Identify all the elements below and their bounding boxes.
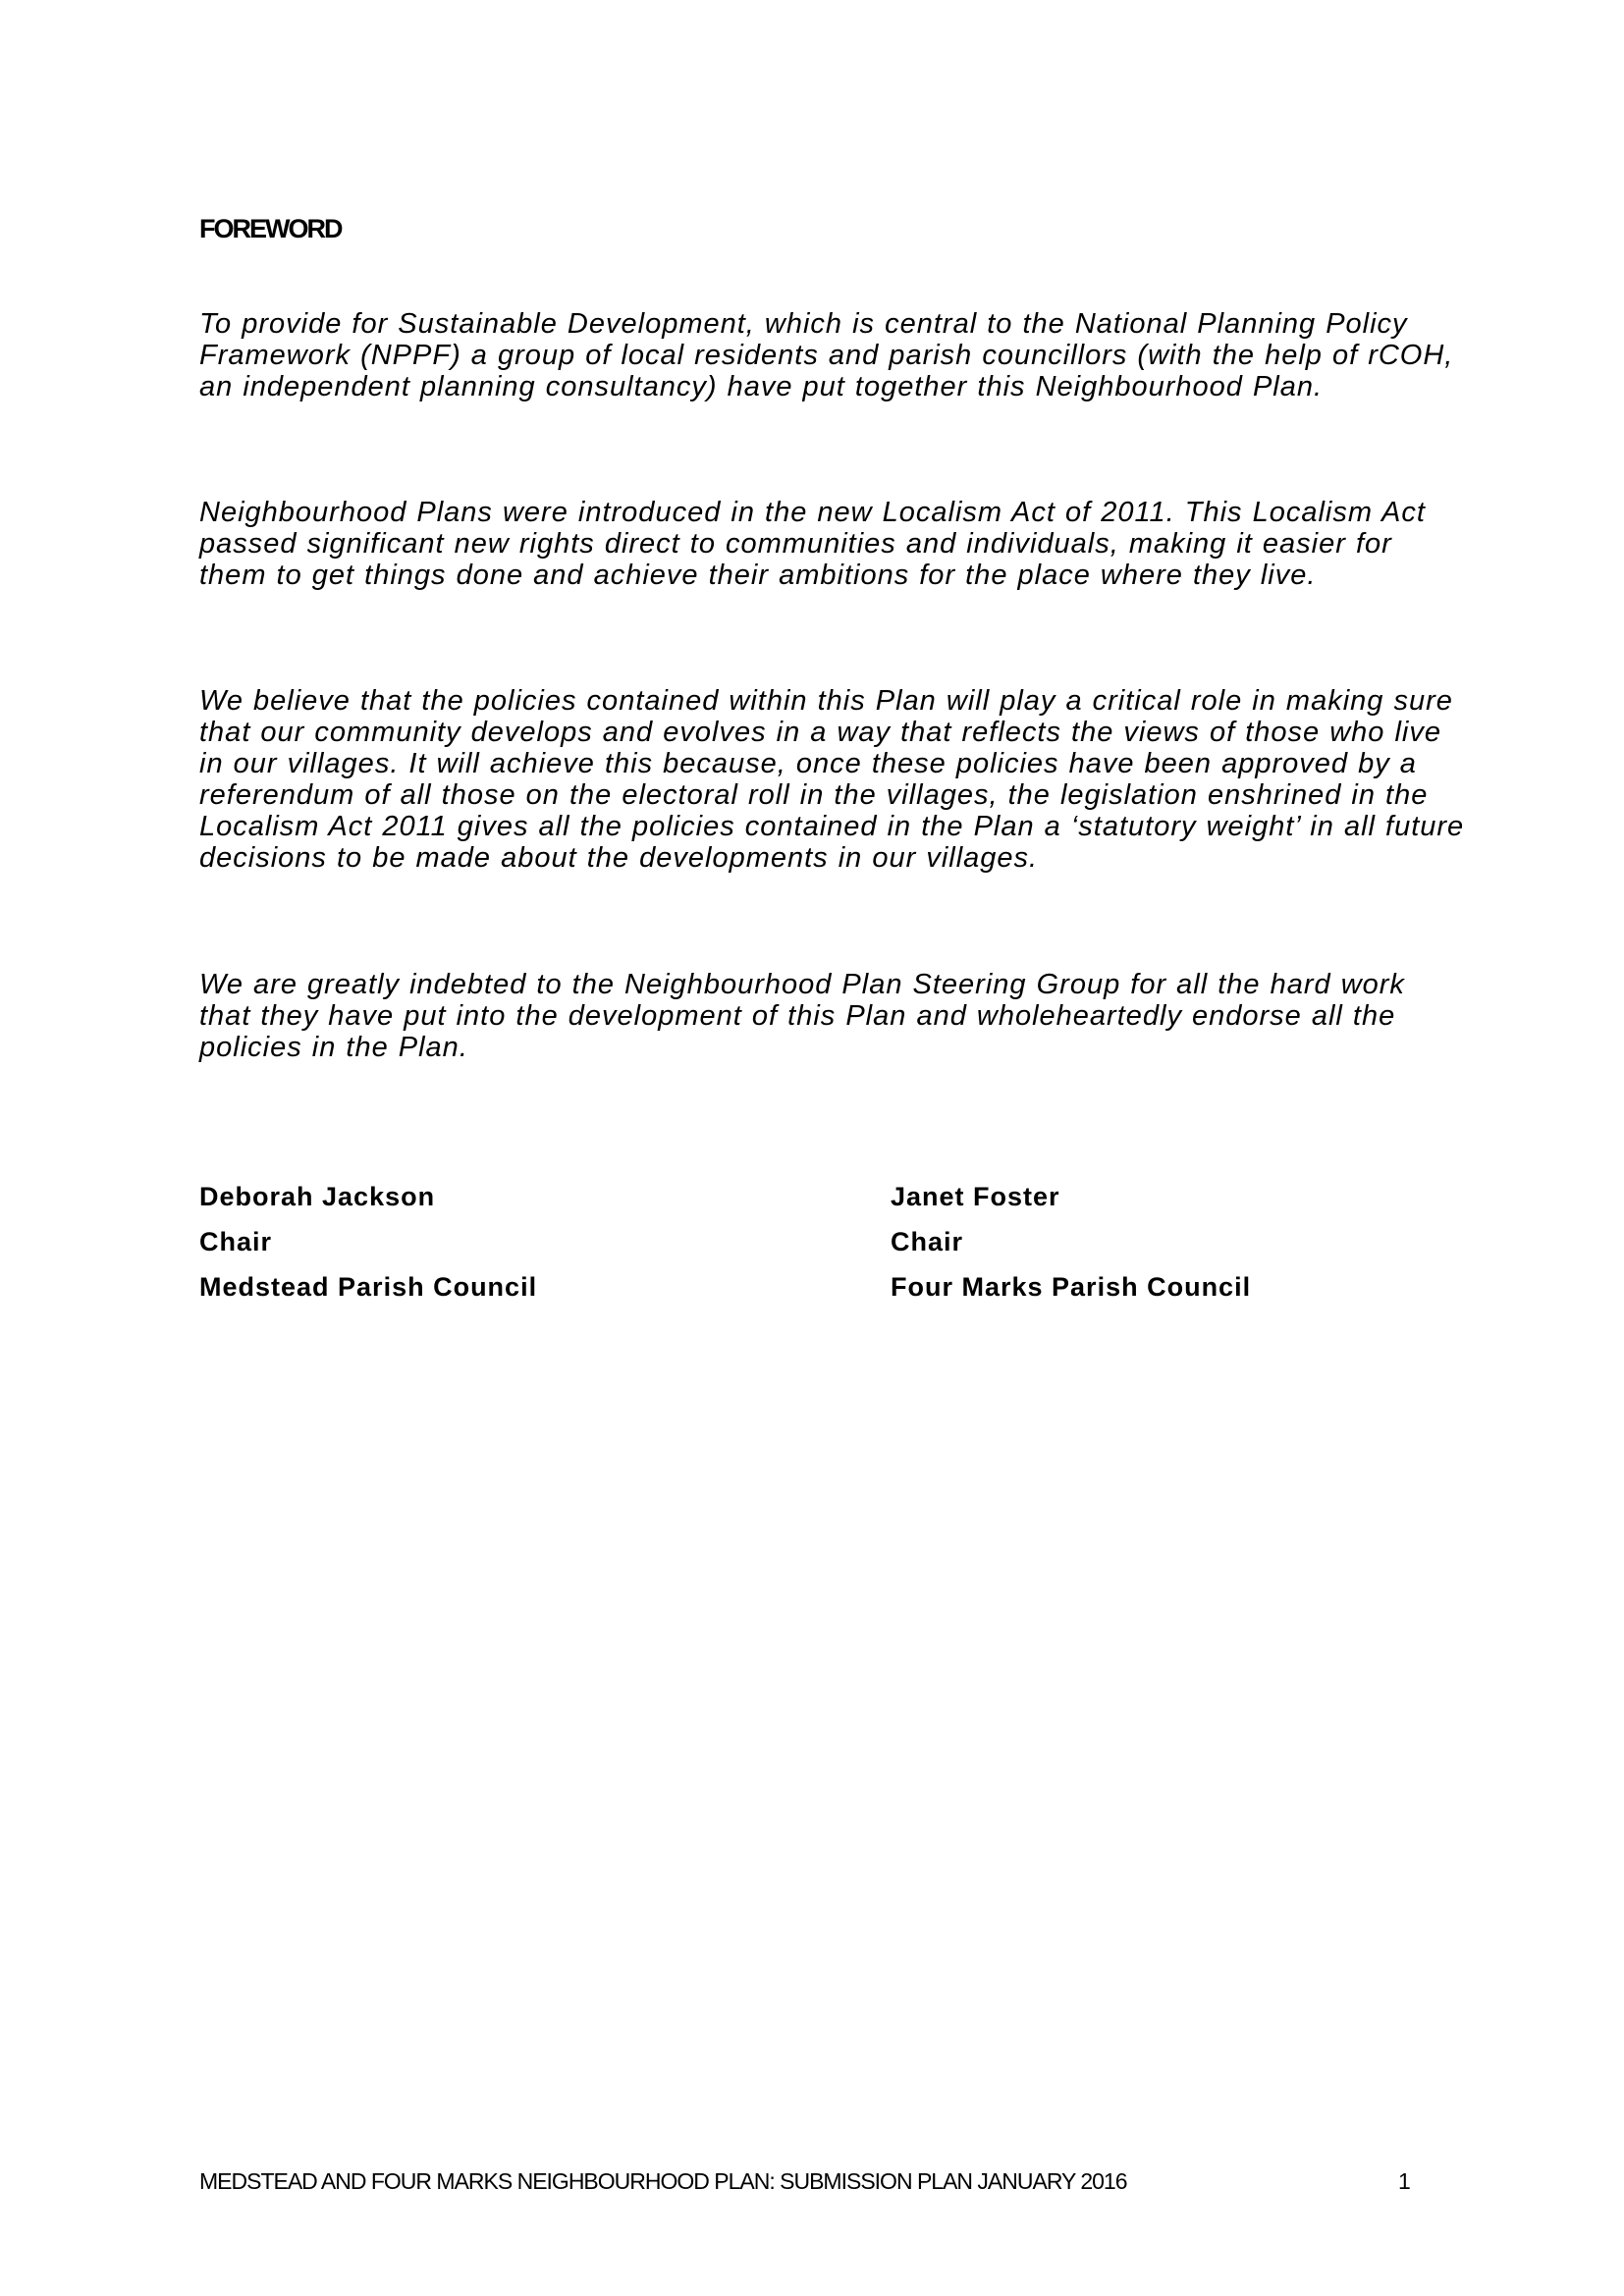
signatory-role: Chair — [199, 1227, 273, 1256]
paragraph-localism-act: Neighbourhood Plans were introduced in the new Localism Act of 2011. This Localism Act passed significant new rights direct to communities and individuals, making it easier for them to get things done and achieve their ambitions for the place where they live. — [199, 497, 1426, 591]
paragraph-acknowledgement: We are greatly indebted to the Neighbourhood Plan Steering Group for all the hard work that they have put into the development of this Plan and wholeheartedly endorse all the policies in the Plan. — [199, 969, 1405, 1063]
paragraph-sustainable-development: To provide for Sustainable Development, which is central to the National Planning Policy Framework (NPPF) a group of local residents and parish councillors (with the help of rCOH, an independent planning consultancy) have put together this Neighbourhood Plan. — [199, 308, 1454, 402]
page-footer: MEDSTEAD AND FOUR MARKS NEIGHBOURHOOD PLAN: SUBMISSION PLAN JANUARY 2016 — [199, 2168, 1127, 2194]
signatory-block-medstead — [199, 1174, 537, 1309]
signatory-role: Chair — [891, 1227, 964, 1256]
signatory-organisation: Medstead Parish Council — [199, 1272, 538, 1302]
page-number: 1 — [1398, 2168, 1411, 2194]
paragraph-policies-role: We believe that the policies contained within this Plan will play a critical role in making sure that our community develops and evolves in a way that reflects the views of those who live in our villages. It will achieve this because, once these policies have been approved by a referendum of all those on the electoral roll in the villages, the legislation enshrined in the Localism Act 2011 gives all the policies contained in the Plan a ‘statutory weight’ in all future decisions to be made about the developments in our villages. — [199, 685, 1465, 874]
signatory-block-four-marks — [891, 1174, 1251, 1309]
signatory-name: Deborah Jackson — [199, 1182, 436, 1211]
signatory-name: Janet Foster — [891, 1182, 1060, 1211]
signatory-organisation: Four Marks Parish Council — [891, 1272, 1252, 1302]
page-title: FOREWORD — [199, 214, 342, 243]
